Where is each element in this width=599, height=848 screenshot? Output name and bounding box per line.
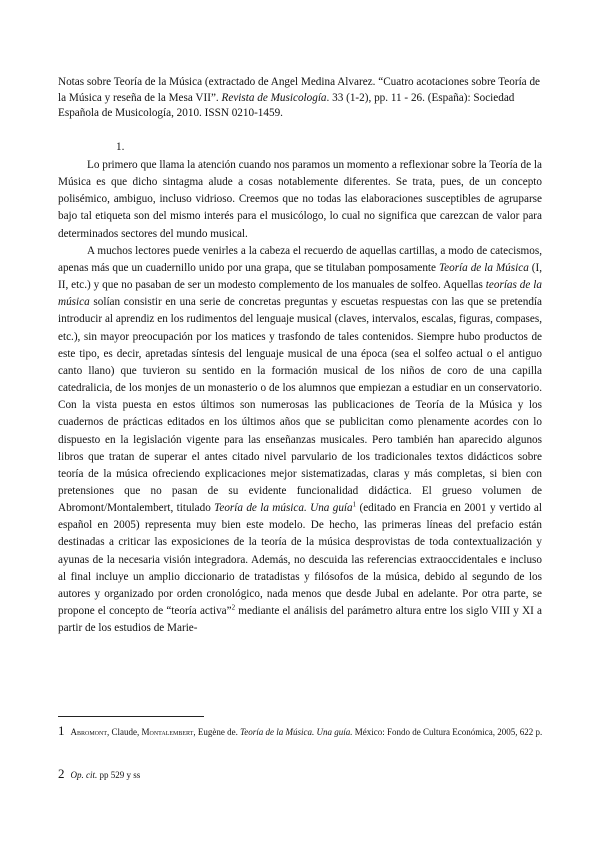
footnote-ref-2[interactable]: 2 [231, 603, 236, 612]
text-run: solían consistir en una serie de concretas preguntas y escuetas respuestas con las que se pretendía introducir al aprendiz en los rudimentos del lenguaje musical (claves, intervalos, escalas, figuras, compases, etc.), sin mayor preocupación por los matices y trasfondo de tales contenidos. Siempre hubo productos de este tipo, es decir, apretadas síntesis del lenguaje musical de una época (sea el solfeo actual o el antiguo canto llano) que tuvieron su sentido en la formación musical de los niños de coro de una capilla catedralicia, de los monjes de un monasterio o de los alumnos que empiezan a estudiar en un conservatorio. Con la vista puesta en estos últimos son numerosas las publicaciones de Teoría de la Música y los cuadernos de prácticas editados en los últimos años que se publicitan como plenamente acordes con lo dispuesto en la legislación vigente para las enseñanzas musicales. Pero también han aparecido algunos libros que tratan de superar el antes citado nivel parvulario de los tradicionales textos didácticos sobre teoría de la música ofreciendo explicaciones mejor sistematizadas, claras y más completas, si bien con pretensiones que no pasan de su evidente funcionalidad didáctica. El grueso volumen de Abromont/Montalembert, titulado [58, 296, 542, 515]
italic-title: Teoría de la Música [438, 261, 529, 274]
section-number: 1. [116, 141, 125, 153]
footnote-text: pp 529 y ss [97, 770, 141, 780]
text-run: (I, II, etc.) y que no pasaban de ser un modesto complemento de los manuales de solfeo. Aquellas [58, 261, 542, 292]
footnote-number: 2 [58, 766, 65, 781]
footnote-title: Teoría de la Música. Una guía. [240, 727, 353, 737]
citation-details: . 33 (1-2), pp. 11 - 26. (España): Sociedad Española de Musicología, 2010. ISSN 0210-1459. [58, 91, 515, 120]
footnote-author: Abromont [70, 727, 108, 737]
footnote-1 [58, 724, 544, 739]
citation-header [58, 75, 546, 122]
paragraph-1: Lo primero que llama la atención cuando nos paramos un momento a reflexionar sobre la Teoría de la Música es que dicho sintagma alude a cosas notablemente diferentes. Se trata, pues, de un concepto polisémico, ambiguo, incluso vidrioso. Creemos que no todas las elaboraciones susceptibles de agruparse bajo tal etiqueta son del mismo interés para el musicólogo, lo cual no significa que carezcan de valor para determinados sectores del mundo musical. [58, 159, 542, 240]
footnote-ref-1[interactable]: 1 [352, 500, 357, 509]
footnote-ref-abbrev: Op. cit. [70, 770, 98, 780]
text-run: A muchos lectores puede venirles a la cabeza el recuerdo de aquellas cartillas, a modo de catecismos, apenas más que un cuadernillo unido por una grapa, que se titulaban pomposamente [58, 244, 542, 274]
footnote-2 [58, 767, 544, 782]
footnote-text: México: Fondo de Cultura Económica, 2005, 622 p. [352, 727, 543, 737]
paragraph-2 [58, 243, 542, 638]
footnote-divider [58, 716, 204, 717]
citation-text: Notas sobre Teoría de la Música (extractado de Angel Medina Alvarez. “Cuatro acotaciones sobre Teoría de la Música y reseña de la Mesa VII”. [58, 76, 541, 104]
italic-term: teorías de la música [58, 279, 542, 309]
footnote-text: , Eugène de. [193, 727, 241, 737]
footnote-author: Montalembert [141, 727, 194, 737]
journal-title: Revista de Musicología [221, 91, 327, 104]
italic-book-title: Teoría de la música. Una guía [214, 502, 353, 515]
footnote-number: 1 [58, 723, 65, 738]
footnote-text: , Claude, [107, 727, 142, 737]
body-text [58, 157, 542, 637]
text-run: (editado en Francia en 2001 y vertido al español en 2005) representa muy bien este modelo. De hecho, las primeras líneas del prefacio están destinadas a criticar las exposiciones de la teoría de la música desprovistas de toda contextualización y ayunas de la necesaria visión integradora. Además, no descuida las referencias extraoccidentales e incluso al final incluye un amplio diccionario de tratadistas y filósofos de la música, debido al segundo de los autores y organizado por orden cronológico, nada menos que desde Jubal en adelante. Por otra parte, se propone el concepto de “teoría activa” [58, 502, 542, 618]
text-run: mediante el análisis del parámetro altura entre los siglo VIII y XI a partir de los estudios de Marie- [58, 605, 543, 635]
